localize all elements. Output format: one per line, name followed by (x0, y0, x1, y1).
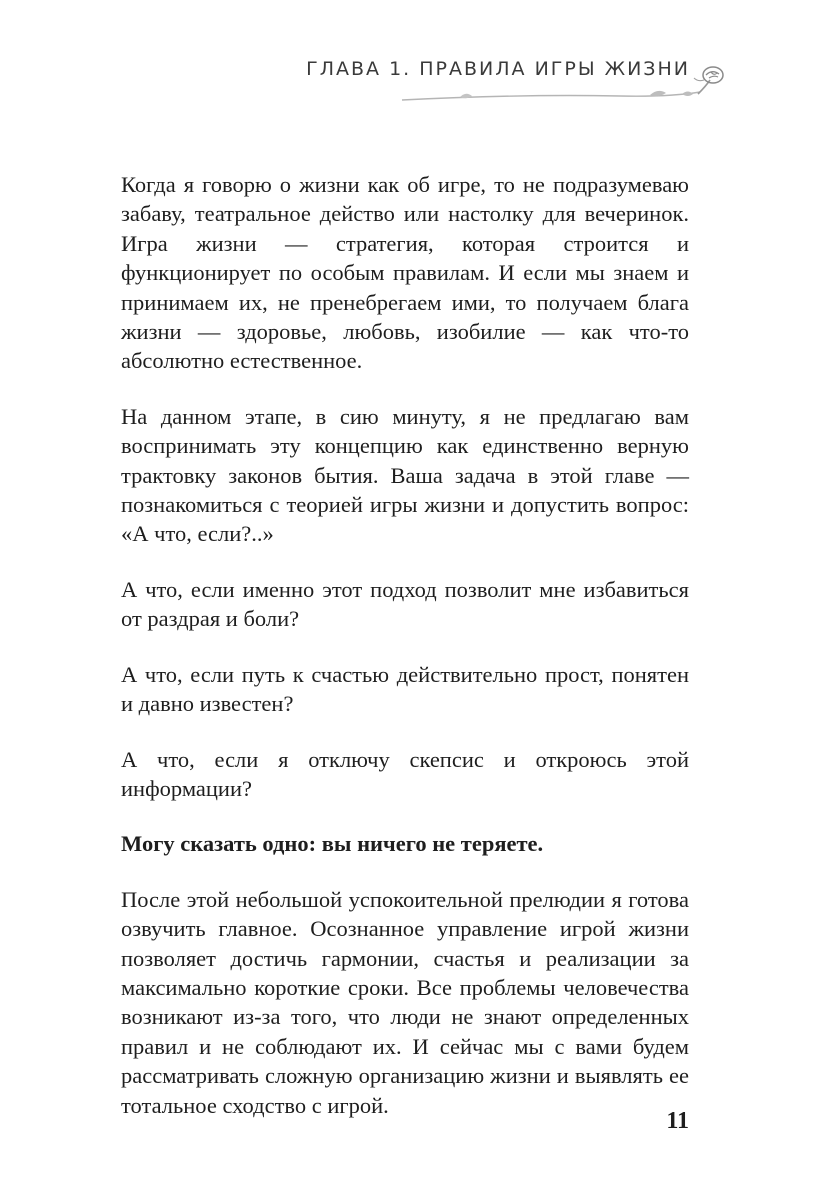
page-number: 11 (666, 1108, 689, 1134)
paragraph-7: После этой небольшой успокоительной прелюдии я готова озвучить главное. Осознанное управление игрой жизни позволяет достичь гармонии, счастья и реализации за максимально короткие сроки. Все проблемы человечества возникают из-за того, что люди не знают определенных правил и не соблюдают их. И сейчас мы с вами будем рассматривать сложную организацию жизни и выявлять ее тотальное сходство с игрой. (121, 886, 689, 1118)
body-text (121, 170, 689, 1146)
rose-icon (400, 64, 740, 112)
running-head-title: ГЛАВА 1. ПРАВИЛА ИГРЫ ЖИЗНИ (306, 58, 690, 80)
paragraph-6-bold: Могу сказать одно: вы ничего не теряете. (121, 831, 544, 857)
paragraph-1: Когда я говорю о жизни как об игре, то не подразумеваю забаву, театральное действо или настолку для вечеринок. Игра жизни — стратегия, которая строится и функционирует по особым правилам. И если мы знаем и принимаем их, не пренебрегаем ими, то получаем блага жизни — здоровье, любовь, изобилие — как что-то абсолютно естественное. (121, 172, 689, 374)
paragraph-2: На данном этапе, в сию минуту, я не предлагаю вам воспринимать эту концепцию как единственно верную трактовку законов бытия. Ваша задача в этой главе — познакомиться с теорией игры жизни и допустить вопрос: «А что, если?..» (121, 403, 689, 547)
paragraph-5: А что, если я отключу скепсис и откроюсь этой информации? (121, 746, 689, 801)
paragraph-4: А что, если путь к счастью действительно прост, понятен и давно известен? (121, 661, 689, 717)
paragraph-3: А что, если именно этот подход позволит мне избавиться от раздрая и боли? (121, 576, 689, 632)
